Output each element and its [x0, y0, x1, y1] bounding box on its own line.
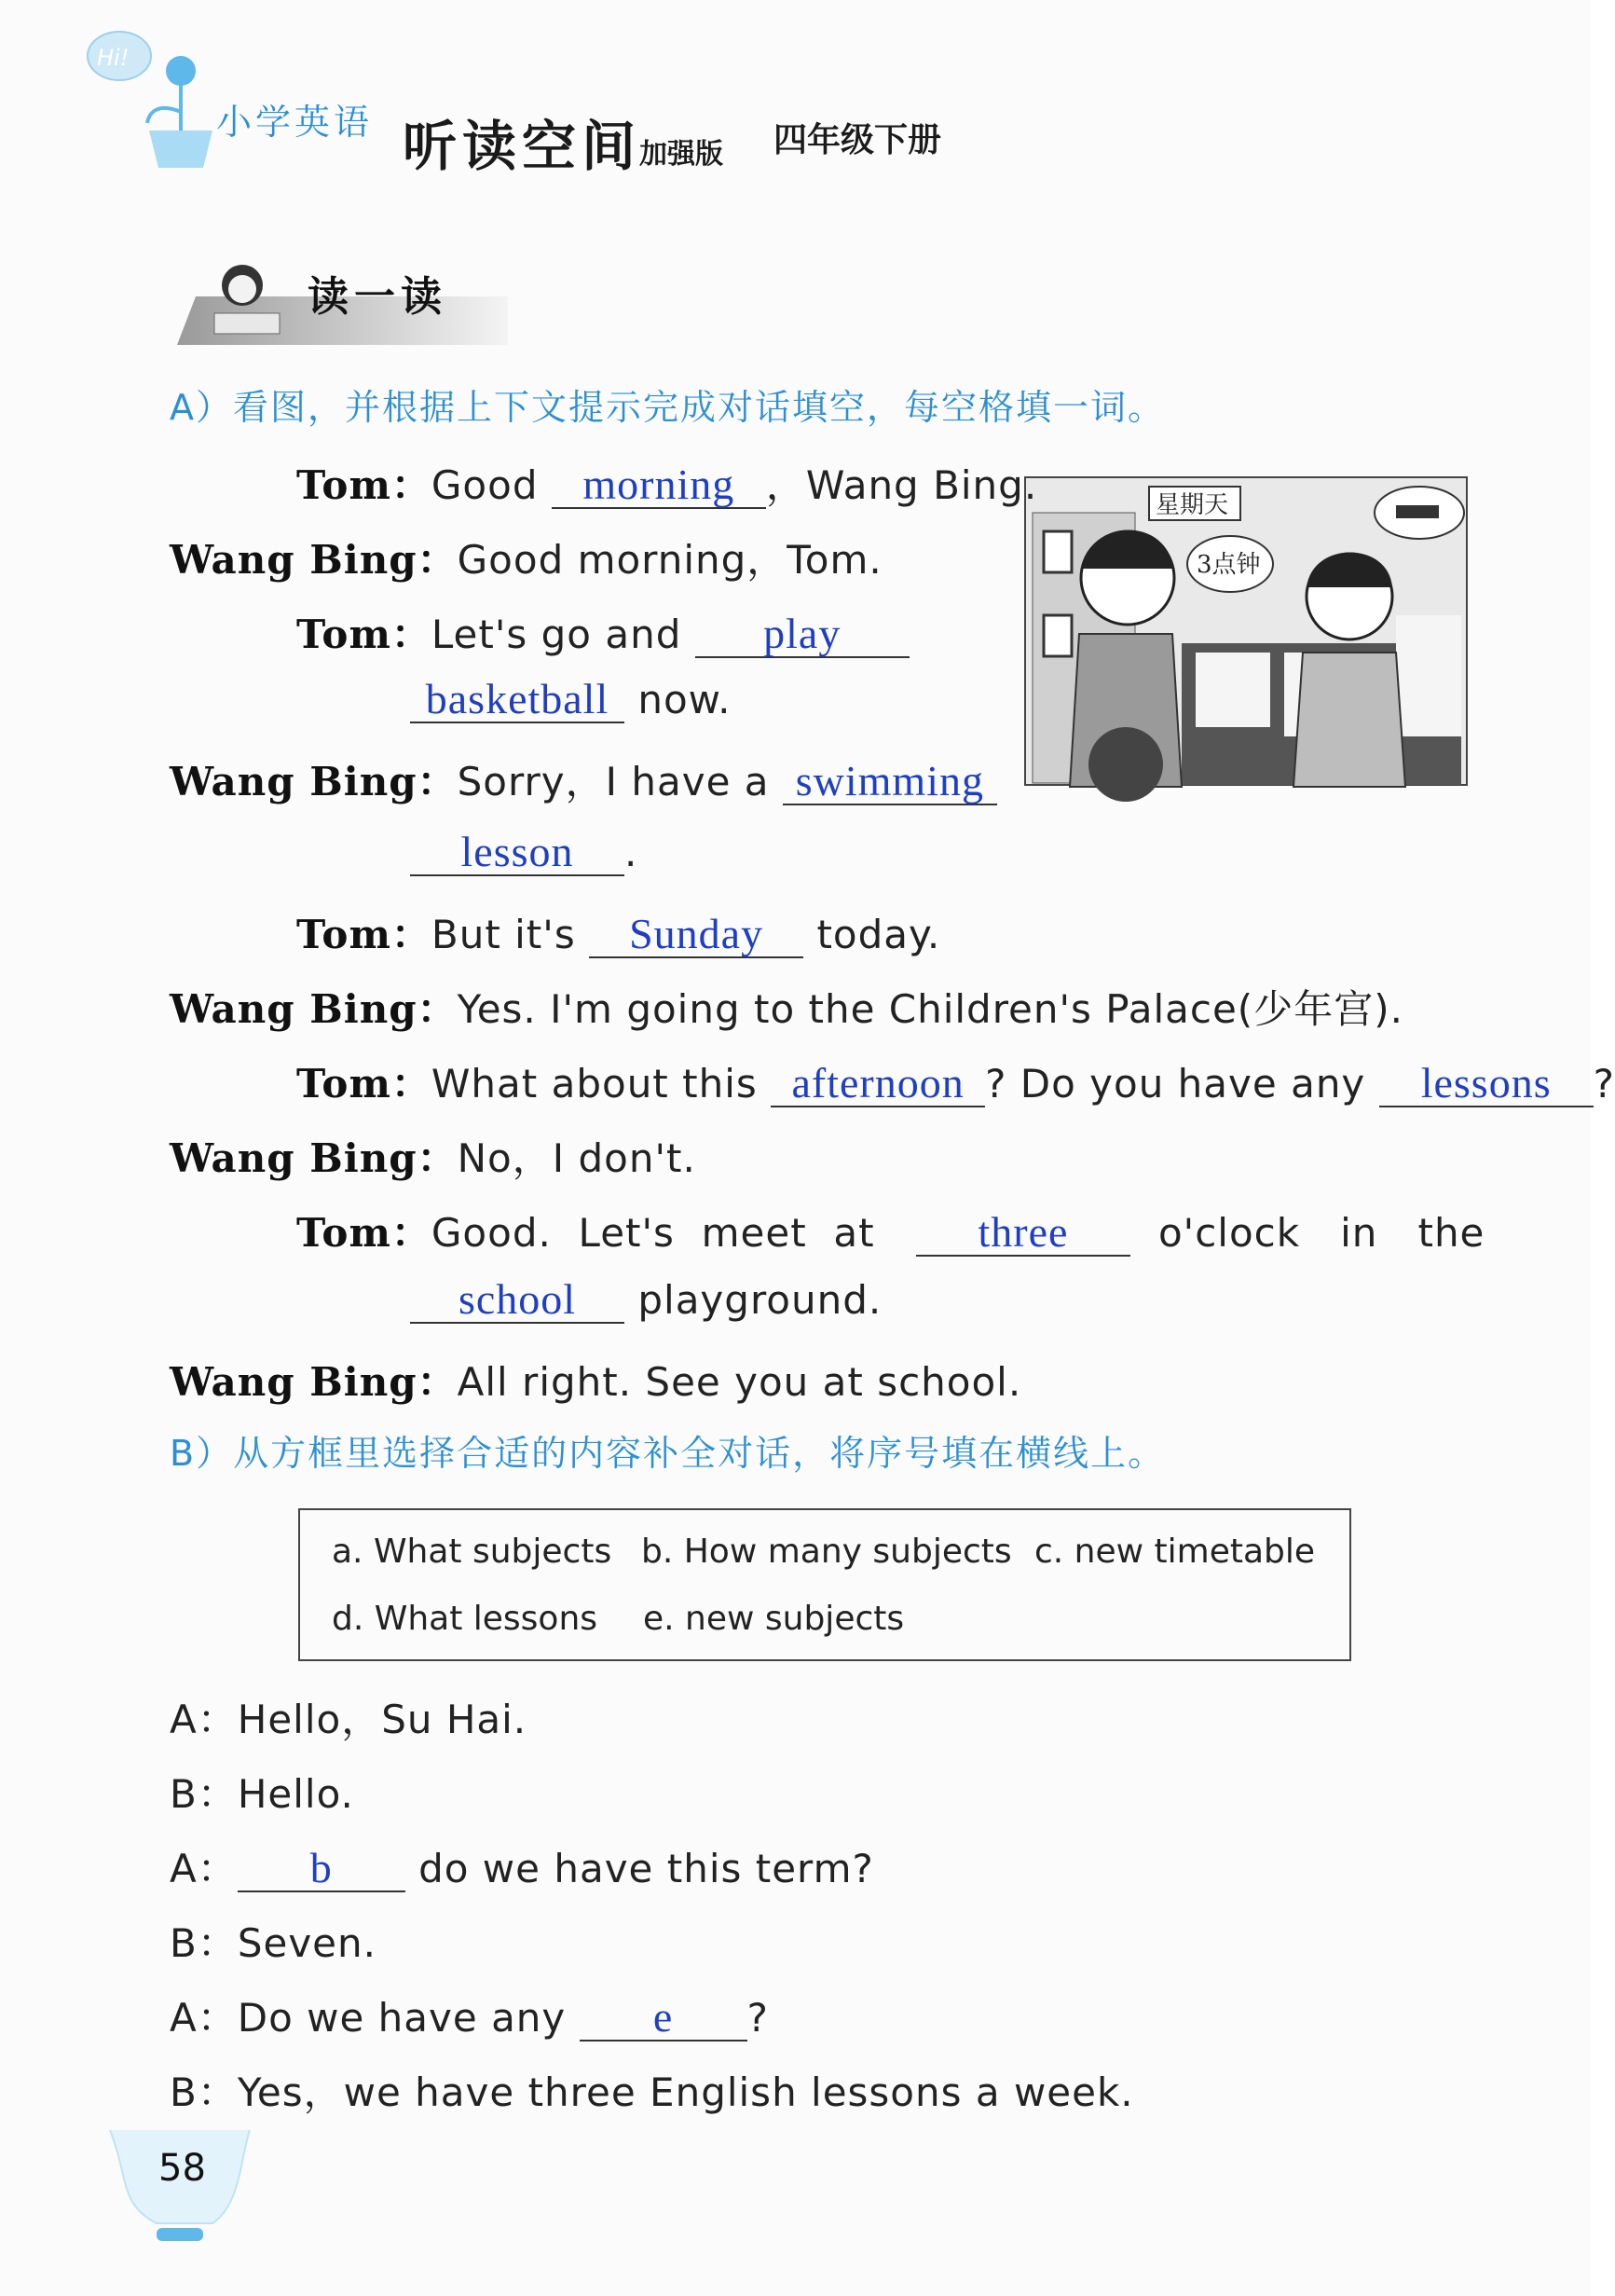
line-text: Hello. [237, 1771, 354, 1817]
picture-label-time: 3点钟 [1197, 551, 1261, 579]
dialogue-line-3 [296, 604, 910, 660]
line-text: Good. Let's meet at [431, 1210, 875, 1256]
option-a: a. What subjects [332, 1533, 612, 1571]
line-text: No，I don't. [457, 1135, 696, 1181]
answer-blank[interactable]: lesson [410, 830, 624, 876]
dialogue-line-9 [296, 1053, 1615, 1109]
b-dialogue-line-2 [170, 1764, 354, 1820]
line-text: . [624, 830, 638, 875]
speaker-a: A： [170, 1697, 238, 1742]
page-number: 58 [158, 2147, 206, 2190]
line-text: Yes. I'm going to the Children's Palace(少年宫). [457, 986, 1403, 1032]
part-a-instruction: A）看图，并根据上下文提示完成对话填空，每空格填一词。 [170, 387, 1165, 428]
grade-label: 四年级下册 [773, 121, 942, 159]
dialogue-line-11 [296, 1203, 1485, 1258]
line-text: Do we have any [237, 1995, 567, 2041]
b-dialogue-line-5 [170, 1987, 769, 2043]
line-text: Good [431, 462, 539, 508]
speaker-b: B： [170, 2069, 238, 2115]
answer-blank[interactable]: Sunday [589, 912, 803, 958]
dialogue-line-2 [170, 529, 883, 585]
line-text: ? [1593, 1061, 1615, 1107]
speaker-wang-bing: Wang Bing： [170, 1135, 458, 1181]
option-d: d. What lessons [332, 1600, 598, 1638]
line-text: Seven. [237, 1920, 376, 1966]
book-title: 听读空间 [403, 115, 642, 178]
answer-blank[interactable]: swimming [783, 759, 997, 805]
option-e: e. new subjects [643, 1600, 905, 1638]
line-text: Sorry，I have a [457, 759, 770, 804]
line-text: ? [746, 1995, 769, 2041]
dialogue-line-6 [410, 830, 637, 876]
b-dialogue-line-6 [170, 2062, 1134, 2118]
speaker-wang-bing: Wang Bing： [170, 759, 458, 804]
line-text: Yes，we have three English lessons a week. [237, 2069, 1134, 2115]
line-text: today. [816, 912, 941, 957]
speaker-tom: Tom： [296, 912, 431, 957]
option-b: b. How many subjects [641, 1533, 1012, 1571]
dialogue-line-10 [170, 1128, 696, 1184]
speaker-a: A： [170, 1846, 238, 1891]
dialogue-line-8 [170, 979, 1403, 1035]
option-c: c. new timetable [1034, 1533, 1316, 1571]
speaker-b: B： [170, 1771, 238, 1817]
dialogue-line-12 [410, 1277, 882, 1324]
speaker-a: A： [170, 1995, 238, 2041]
line-text: playground. [637, 1277, 883, 1323]
answer-blank[interactable]: school [410, 1277, 624, 1324]
line-text: do we have this term? [418, 1846, 874, 1891]
answer-blank[interactable]: morning [552, 462, 766, 509]
speaker-wang-bing: Wang Bing： [170, 1359, 458, 1405]
line-text: now. [637, 677, 732, 722]
picture-label-day: 星期天 [1156, 491, 1229, 519]
line-text: ，Wang Bing. [765, 462, 1038, 508]
part-b-instruction: B）从方框里选择合适的内容补全对话，将序号填在横线上。 [170, 1433, 1166, 1474]
line-text: What about this [431, 1061, 758, 1107]
hi-badge-text: Hi! [97, 45, 130, 71]
dialogue-line-7 [296, 904, 940, 960]
answer-blank[interactable]: e [580, 1995, 747, 2042]
speaker-tom: Tom： [296, 1210, 431, 1256]
dialogue-line-5 [170, 751, 997, 807]
dialogue-line-4 [410, 677, 732, 723]
line-text: Hello，Su Hai. [237, 1697, 527, 1742]
speaker-tom: Tom： [296, 1061, 431, 1107]
speaker-tom: Tom： [296, 612, 431, 657]
speaker-b: B： [170, 1920, 238, 1966]
line-text: But it's [431, 912, 576, 957]
b-dialogue-line-4 [170, 1913, 376, 1969]
line-text: o'clock in the [1157, 1210, 1485, 1256]
speaker-wang-bing: Wang Bing： [170, 537, 458, 583]
answer-blank[interactable]: play [695, 612, 910, 658]
page-number-decoration [101, 2121, 259, 2261]
flower-pot-icon [84, 19, 224, 177]
book-edition: 加强版 [639, 138, 723, 171]
dialogue-picture [1023, 475, 1469, 787]
line-text: Let's go and [431, 612, 682, 657]
b-dialogue-line-3 [170, 1838, 874, 1894]
answer-blank[interactable]: lessons [1379, 1061, 1594, 1107]
answer-blank[interactable]: three [916, 1210, 1130, 1257]
answer-blank[interactable]: b [238, 1846, 405, 1892]
answer-blank[interactable]: afternoon [771, 1061, 985, 1107]
dialogue-line-1 [296, 455, 1037, 511]
b-dialogue-line-1 [170, 1689, 527, 1745]
dialogue-line-13 [170, 1352, 1021, 1408]
options-box [298, 1508, 1351, 1661]
answer-blank[interactable]: basketball [410, 677, 624, 723]
speaker-wang-bing: Wang Bing： [170, 986, 458, 1032]
speaker-tom: Tom： [296, 462, 431, 508]
series-name: 小学英语 [216, 102, 374, 143]
section-title: 读一读 [308, 273, 447, 321]
line-text: Good morning，Tom. [457, 537, 883, 583]
line-text: All right. See you at school. [457, 1359, 1022, 1405]
line-text: ? Do you have any [985, 1061, 1366, 1107]
